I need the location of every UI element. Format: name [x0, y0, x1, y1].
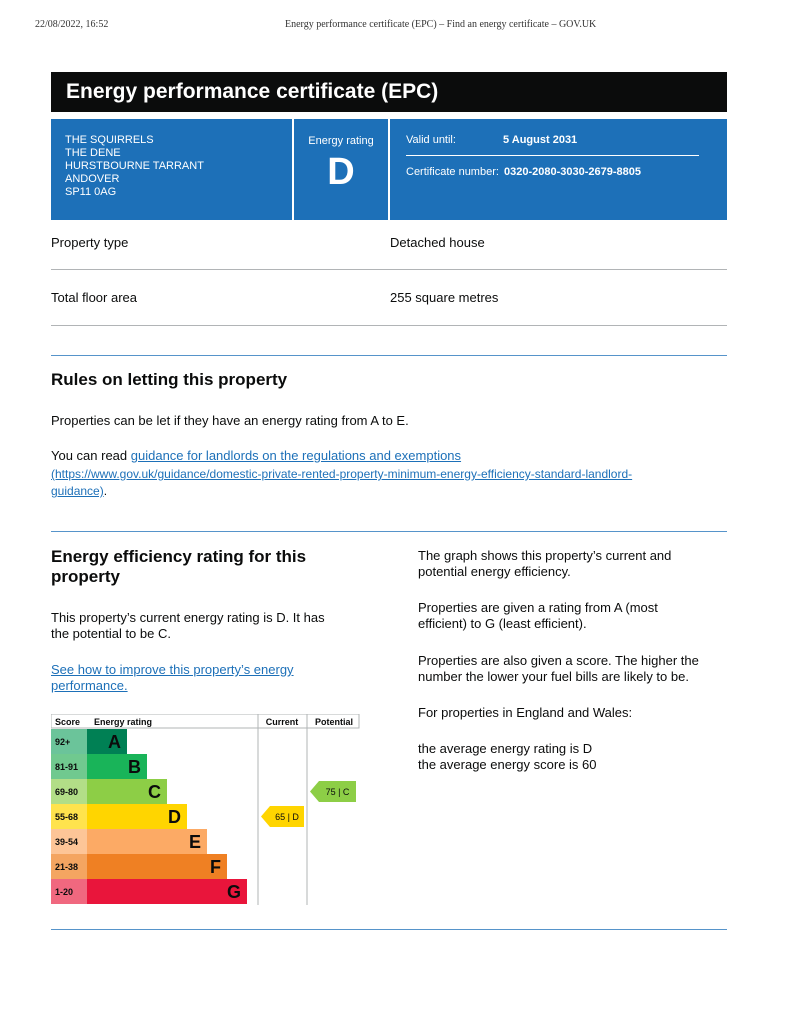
print-header: [0, 19, 800, 33]
header-potential: Potential: [314, 717, 354, 727]
address-line: SP11 0AG: [65, 186, 117, 198]
landlord-guidance-link[interactable]: guidance for landlords on the regulations and exemptions: [130, 448, 462, 463]
band-letter-b: B: [128, 757, 141, 777]
efficiency-heading-line: property: [51, 567, 120, 586]
graph-explanation: [418, 548, 671, 580]
score-range-g: 1-20: [55, 887, 74, 897]
certificate-number-label: Certificate number:: [406, 166, 499, 178]
valid-until-value: 5 August 2031: [503, 134, 578, 146]
address-line: THE SQUIRRELS: [65, 134, 154, 146]
improve-performance-link-continued[interactable]: performance.: [51, 678, 128, 693]
guidance-url-link-continued[interactable]: guidance): [51, 484, 104, 498]
text-line: efficient) to G (least efficient).: [418, 616, 587, 631]
header-energy-rating: Energy rating: [94, 717, 153, 727]
text-line: the potential to be C.: [51, 626, 171, 641]
summary-row-floor-area: [51, 270, 727, 326]
letting-paragraph: Properties can be let if they have an energy rating from A to E.: [51, 413, 409, 428]
address-line: THE DENE: [65, 147, 121, 159]
band-letter-a: A: [108, 732, 121, 752]
rating-explanation: [418, 600, 658, 632]
improve-performance-link[interactable]: See how to improve this property’s energy: [51, 662, 294, 677]
score-explanation: [418, 653, 699, 685]
current-rating-label: 65 | D: [275, 812, 299, 822]
text-line: Properties are given a rating from A (most: [418, 600, 658, 615]
score-range-b: 81-91: [55, 762, 79, 772]
guidance-url: [51, 466, 731, 500]
region-text: For properties in England and Wales:: [418, 705, 633, 720]
band-bar-g: [87, 879, 247, 904]
score-range-e: 39-54: [55, 837, 79, 847]
text-line: Properties are also given a score. The higher the: [418, 653, 699, 668]
band-bar-a: [87, 729, 127, 754]
band-letter-g: G: [226, 882, 241, 902]
property-address: [65, 134, 204, 199]
section-divider: [51, 355, 727, 356]
section-divider: [51, 929, 727, 930]
summary-value: Detached house: [390, 235, 485, 250]
average-rating: the average energy rating is D: [418, 741, 593, 756]
efficiency-heading-line: Energy efficiency rating for this: [51, 547, 307, 566]
band-bar-f: [87, 854, 227, 879]
guidance-prefix: You can read: [51, 448, 131, 463]
print-date: 22/08/2022, 16:52: [35, 19, 109, 30]
summary-label: Total floor area: [51, 290, 137, 305]
current-rating-text: [51, 610, 325, 642]
text-line: number the lower your fuel bills are likely to be.: [418, 669, 689, 684]
improve-link-block: [51, 662, 294, 694]
score-range-d: 55-68: [55, 812, 79, 822]
page-title: Energy performance certificate (EPC): [66, 80, 439, 103]
divider: [406, 155, 699, 156]
text-line: potential energy efficiency.: [418, 564, 571, 579]
efficiency-heading: [51, 547, 306, 587]
summary-row-property-type: [51, 220, 727, 270]
guidance-url-link[interactable]: (https://www.gov.uk/guidance/domestic-private-rented-property-minimum-energy-efficiency-standard-landlord-: [51, 467, 633, 481]
band-letter-e: E: [188, 832, 201, 852]
section-divider: [51, 531, 727, 532]
score-range-c: 69-80: [55, 787, 79, 797]
valid-until-label: Valid until:: [406, 134, 456, 146]
text-line: This property’s current energy rating is D. It has: [51, 610, 325, 625]
address-line: HURSTBOURNE TARRANT: [65, 160, 204, 172]
potential-rating-label: 75 | C: [325, 787, 350, 797]
guidance-paragraph: [51, 448, 731, 464]
letting-heading: Rules on letting this property: [51, 370, 288, 389]
average-score: the average energy score is 60: [418, 757, 597, 772]
energy-rating-label: Energy rating: [308, 135, 374, 147]
average-block: [418, 741, 597, 773]
header-score: Score: [55, 717, 81, 727]
header-current: Current: [265, 717, 299, 727]
address-line: ANDOVER: [65, 173, 120, 185]
guidance-suffix: .: [103, 484, 108, 498]
band-letter-f: F: [210, 857, 221, 877]
text-line: The graph shows this property’s current and: [418, 548, 672, 563]
summary-value: 255 square metres: [390, 290, 499, 305]
summary-label: Property type: [51, 235, 129, 250]
certificate-number-value: 0320-2080-3030-2679-8805: [504, 166, 642, 178]
score-range-a: 92+: [55, 737, 71, 747]
band-letter-d: D: [168, 807, 181, 827]
energy-rating-chart: [51, 714, 360, 905]
print-page-title: Energy performance certificate (EPC) – Find an energy certificate – GOV.UK: [285, 19, 597, 30]
certificate-panel: [51, 119, 727, 220]
divider: [388, 119, 390, 220]
band-letter-c: C: [148, 782, 161, 802]
energy-rating-value: D: [327, 151, 355, 193]
title-bar: [51, 72, 727, 112]
score-range-f: 21-38: [55, 862, 79, 872]
